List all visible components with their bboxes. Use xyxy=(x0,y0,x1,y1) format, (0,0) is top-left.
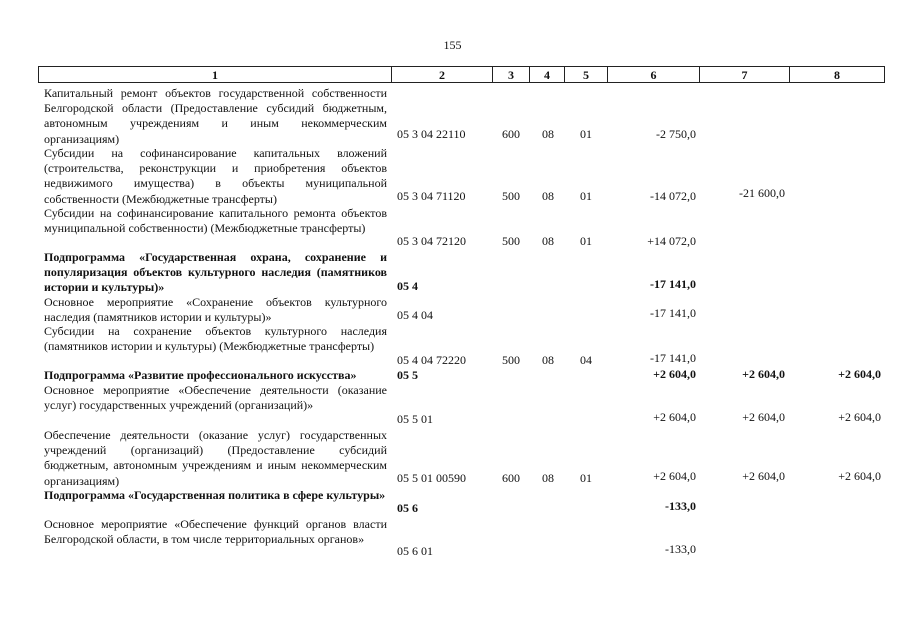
row-col-3: 500 xyxy=(502,234,520,248)
row-description: Субсидии на софинансирование капитальных вложений (строительства, реконструкции и приобретения объектов недвижимого имущества) в объекты муниципальной собственности (Межбюджетные трансферты) xyxy=(44,146,387,206)
row-description: Капитальный ремонт объектов государственной собственности Белгородской области (Предоставление субсидий бюджетным, автономным учреждениям и иным некоммерческим организациям) xyxy=(44,86,387,146)
row-code: 05 4 04 72220 xyxy=(397,353,466,367)
header-col-8: 8 xyxy=(789,66,885,83)
row-col-5: 01 xyxy=(580,127,592,141)
row-col-7: +2 604,0 xyxy=(742,410,785,424)
page-number: 155 xyxy=(443,38,462,52)
header-col-6: 6 xyxy=(607,66,699,83)
row-col-3: 500 xyxy=(502,353,520,367)
row-col-4: 08 xyxy=(542,353,554,367)
row-description: Подпрограмма «Развитие профессионального искусства» xyxy=(44,368,357,382)
row-col-3: 500 xyxy=(502,189,520,203)
row-col-3: 600 xyxy=(502,127,520,141)
row-description: Субсидии на софинансирование капитального ремонта объектов муниципальной собственности) (Межбюджетные трансферты) xyxy=(44,206,387,236)
header-col-4: 4 xyxy=(529,66,564,83)
row-col-4: 08 xyxy=(542,127,554,141)
row-code: 05 5 01 xyxy=(397,412,433,426)
header-col-2: 2 xyxy=(391,66,492,83)
row-description: Подпрограмма «Государственная охрана, сохранение и популяризация объектов культурного наследия (памятников истории и культуры)» xyxy=(44,250,387,295)
row-col-3: 600 xyxy=(502,471,520,485)
row-col-8: +2 604,0 xyxy=(838,469,881,483)
row-code: 05 3 04 22110 xyxy=(397,127,466,141)
row-col-6: -2 750,0 xyxy=(656,127,696,141)
row-code: 05 4 04 xyxy=(397,308,433,322)
row-col-6: -17 141,0 xyxy=(650,277,696,291)
row-col-4: 08 xyxy=(542,471,554,485)
row-col-8: +2 604,0 xyxy=(838,367,881,381)
row-col-7: -21 600,0 xyxy=(739,186,785,200)
row-code: 05 5 01 00590 xyxy=(397,471,466,485)
row-description: Основное мероприятие «Сохранение объектов культурного наследия (памятников истории и культуры)» xyxy=(44,295,387,325)
row-col-4: 08 xyxy=(542,189,554,203)
row-col-6: -133,0 xyxy=(665,542,696,556)
row-col-6: -17 141,0 xyxy=(650,351,696,365)
row-description: Основное мероприятие «Обеспечение деятельности (оказание услуг) государственных учреждений (организаций)» xyxy=(44,383,387,413)
row-col-6: -17 141,0 xyxy=(650,306,696,320)
row-col-6: -133,0 xyxy=(665,499,696,513)
row-code: 05 5 xyxy=(397,368,418,382)
row-description: Субсидии на сохранение объектов культурного наследия (памятников истории и культуры) (Межбюджетные трансферты) xyxy=(44,324,387,354)
header-col-3: 3 xyxy=(492,66,529,83)
row-col-4: 08 xyxy=(542,234,554,248)
row-code: 05 6 01 xyxy=(397,544,433,558)
row-col-6: +2 604,0 xyxy=(653,469,696,483)
row-description: Обеспечение деятельности (оказание услуг) государственных учреждений (организаций) (Предоставление субсидий бюджетным, автономным учреждениям и иным некоммерческим организациям) xyxy=(44,428,387,488)
header-col-5: 5 xyxy=(564,66,607,83)
row-col-7: +2 604,0 xyxy=(742,367,785,381)
row-col-8: +2 604,0 xyxy=(838,410,881,424)
row-col-6: -14 072,0 xyxy=(650,189,696,203)
row-col-5: 01 xyxy=(580,234,592,248)
row-col-6: +2 604,0 xyxy=(653,367,696,381)
row-col-7: +2 604,0 xyxy=(742,469,785,483)
row-col-5: 01 xyxy=(580,471,592,485)
row-description: Подпрограмма «Государственная политика в сфере культуры» xyxy=(44,488,386,502)
row-code: 05 3 04 71120 xyxy=(397,189,466,203)
row-code: 05 3 04 72120 xyxy=(397,234,466,248)
row-description: Основное мероприятие «Обеспечение функций органов власти Белгородской области, в том числе территориальных органов» xyxy=(44,517,387,547)
row-col-5: 01 xyxy=(580,189,592,203)
row-col-5: 04 xyxy=(580,353,592,367)
header-col-7: 7 xyxy=(699,66,789,83)
row-code: 05 6 xyxy=(397,501,418,515)
row-col-6: +2 604,0 xyxy=(653,410,696,424)
row-code: 05 4 xyxy=(397,279,418,293)
row-col-6: +14 072,0 xyxy=(647,234,696,248)
header-col-1: 1 xyxy=(38,66,391,83)
